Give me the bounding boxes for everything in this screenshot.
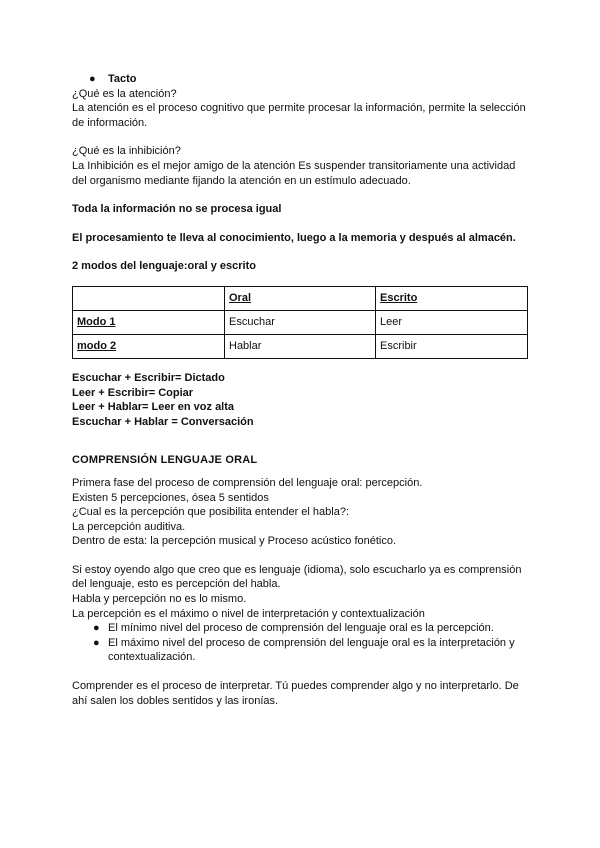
section-line: Dentro de esta: la percepción musical y Proceso acústico fonético. [72, 535, 397, 548]
equation-line: Escuchar + Escribir= Dictado [72, 371, 225, 384]
equation-line: Leer + Escribir= Copiar [72, 386, 194, 399]
table-header-row [73, 286, 528, 310]
modes-table [72, 286, 528, 359]
list-item [88, 636, 528, 665]
table-cell: Leer [376, 310, 528, 334]
attention-question: ¿Qué es la atención? [72, 87, 177, 100]
equations [72, 371, 528, 429]
table-cell: Modo 1 [73, 310, 225, 334]
equation-line: Leer + Hablar= Leer en voz alta [72, 401, 235, 414]
table-row [73, 310, 528, 334]
table-header-cell: Oral [225, 286, 376, 310]
paragraph-line: Si estoy oyendo algo que creo que es lenguaje (idioma), solo escucharlo ya es comprensión del lenguaje, esto es percepción del habla. [72, 563, 522, 591]
list-item-text: El mínimo nivel del proceso de comprensión del lenguaje oral es la percepción. [108, 622, 494, 635]
document-page [72, 72, 528, 708]
list-item-text: El máximo nivel del proceso de comprensión del lenguaje oral es la interpretación y contextualización. [108, 636, 515, 664]
paragraph-line: La percepción es el máximo o nivel de interpretación y contextualización [72, 607, 425, 620]
list-item [88, 621, 528, 636]
intro-list [72, 72, 528, 87]
table-header-cell: Escrito [376, 286, 528, 310]
paragraph-line: Habla y percepción no es lo mismo. [72, 593, 247, 606]
table-header-cell [73, 286, 225, 310]
perception-paragraph [72, 563, 528, 621]
table-cell: Escuchar [225, 310, 376, 334]
section-line: ¿Cual es la percepción que posibilita entender el habla?: [72, 506, 350, 519]
section-line: Existen 5 percepciones, ósea 5 sentidos [72, 491, 269, 504]
bullet-icon: ● [93, 636, 100, 649]
bullet-icon: ● [89, 73, 96, 85]
bullet-icon: ● [93, 622, 100, 635]
statement-modes: 2 modos del lenguaje:oral y escrito [72, 260, 256, 273]
table-cell: Escribir [376, 334, 528, 358]
section-line: La percepción auditiva. [72, 520, 186, 533]
table-cell: Hablar [225, 334, 376, 358]
list-item [72, 72, 528, 87]
attention-answer: La atención es el proceso cognitivo que permite procesar la información, permite la selección de información. [72, 102, 526, 129]
list-item-text: Tacto [108, 73, 137, 85]
statement-info: Toda la información no se procesa igual [72, 203, 282, 216]
table-cell: modo 2 [73, 334, 225, 358]
inhibition-question: ¿Qué es la inhibición? [72, 145, 181, 158]
statement-processing: El procesamiento te lleva al conocimiento, luego a la memoria y después al almacén. [72, 231, 516, 244]
table-row [73, 334, 528, 358]
inhibition-answer: La Inhibición es el mejor amigo de la atención Es suspender transitoriamente una actividad del organismo mediante fijando la atención en un estímulo adecuado. [72, 159, 516, 187]
equation-line: Escuchar + Hablar = Conversación [72, 415, 254, 428]
section-title: COMPRENSIÓN LENGUAJE ORAL [72, 454, 258, 467]
closing-paragraph: Comprender es el proceso de interpretar. Tú puedes comprender algo y no interpretarlo. De ahí salen los dobles sentidos y las ironías. [72, 680, 519, 707]
level-list [72, 621, 528, 665]
section-line: Primera fase del proceso de comprensión del lenguaje oral: percepción. [72, 476, 423, 489]
section-body [72, 476, 528, 549]
